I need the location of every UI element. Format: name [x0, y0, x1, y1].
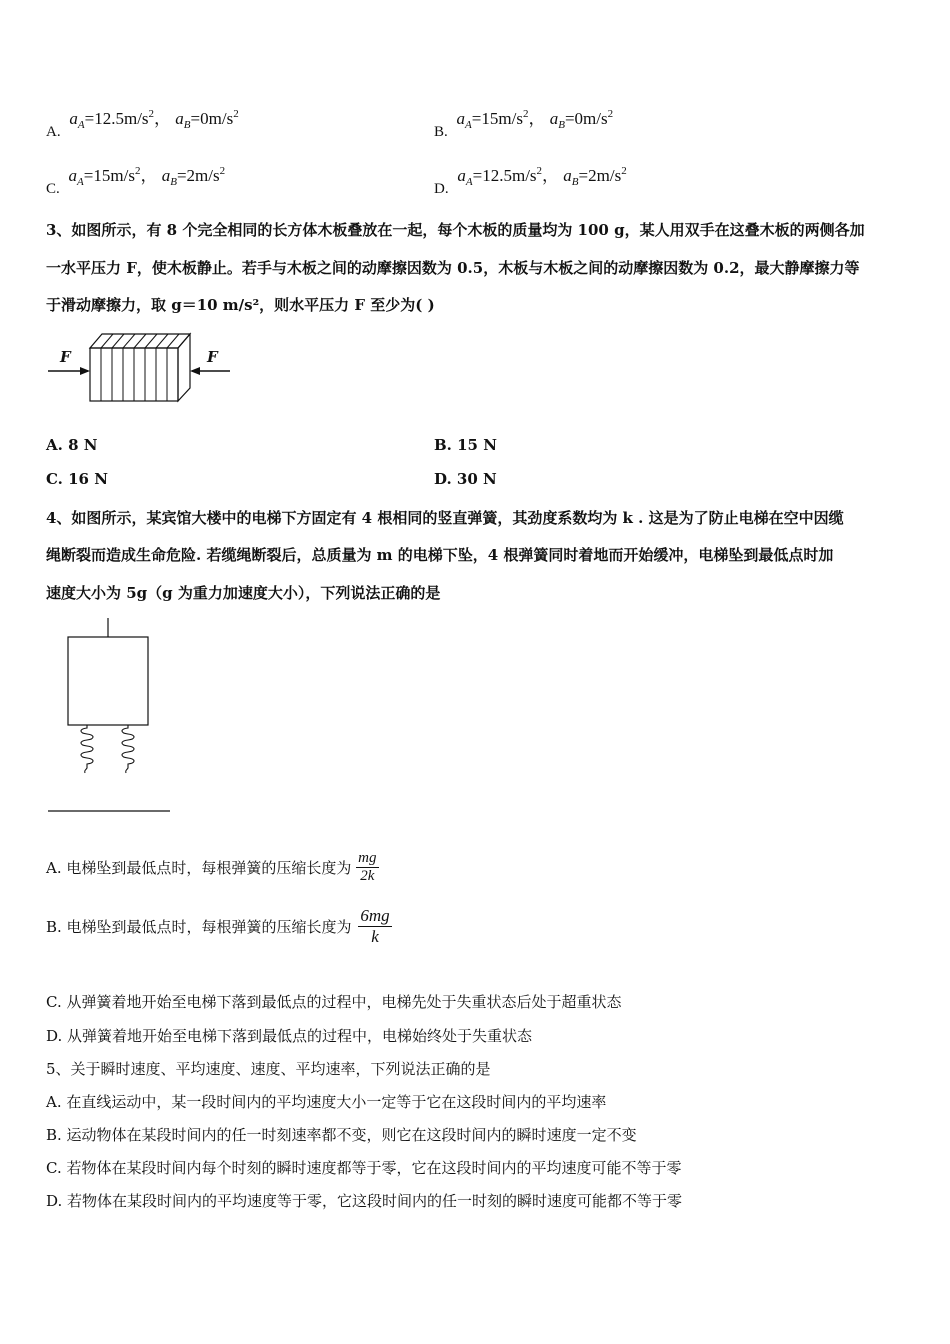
q2-option-d-formula: $a_A=12.5m/s^2$， $a_B=2m/s^2$ — [457, 165, 627, 188]
q3-option-b[interactable]: B. 15 N — [434, 436, 497, 454]
q4-stem-line1: 4、如图所示，某宾馆大楼中的电梯下方固定有 4 根相同的竖直弹簧，其劲度系数均为 k . 这是为了防止电梯在空中因缆 — [46, 509, 844, 527]
q3-stem-line1: 3、如图所示，有 8 个完全相同的长方体木板叠放在一起，每个木板的质量均为 100 g，某人用双手在这叠木板的两侧各加 — [46, 221, 865, 239]
q2-option-c-letter: C. — [46, 181, 60, 197]
q5-option-d[interactable]: D. 若物体在某段时间内的平均速度等于零，它这段时间内的任一时刻的瞬时速度可能都不等于零 — [46, 1192, 683, 1210]
q3-option-d[interactable]: D. 30 N — [434, 470, 497, 488]
q2-option-a-formula: $a_A=12.5m/s^2$， $a_B=0m/s^2$ — [69, 108, 239, 131]
q4-option-a[interactable] — [46, 850, 379, 885]
q4-figure-elevator — [44, 616, 184, 816]
q4-option-c[interactable]: C. 从弹簧着地开始至电梯下落到最低点的过程中，电梯先处于失重状态后处于超重状态 — [46, 993, 622, 1011]
q2-option-b-letter: B. — [434, 124, 448, 140]
q2-option-d[interactable] — [434, 161, 627, 197]
q3-option-a[interactable]: A. 8 N — [46, 436, 98, 454]
q2-option-b-formula: $a_A=15m/s^2$， $a_B=0m/s^2$ — [456, 108, 614, 131]
q3-figure-board-stack — [44, 328, 234, 408]
q2-option-c-formula: $a_A=15m/s^2$， $a_B=2m/s^2$ — [68, 165, 226, 188]
q4-stem-line2: 绳断裂而造成生命危险. 若缆绳断裂后，总质量为 m 的电梯下坠，4 根弹簧同时着地而开始缓冲，电梯坠到最低点时加 — [46, 546, 834, 564]
q4-option-a-text: A. 电梯坠到最低点时，每根弹簧的压缩长度为 — [46, 859, 352, 877]
q4-option-b-text: B. 电梯坠到最低点时，每根弹簧的压缩长度为 — [46, 918, 352, 936]
q2-option-c[interactable] — [46, 161, 226, 197]
q2-option-a-letter: A. — [46, 124, 61, 140]
q3-stem-line2: 一水平压力 F，使木板静止。若手与木板之间的动摩擦因数为 0.5，木板与木板之间的动摩擦因数为 0.2，最大静摩擦力等 — [46, 259, 860, 277]
q3-option-c[interactable]: C. 16 N — [46, 470, 108, 488]
q3-stem-line3: 于滑动摩擦力，取 g＝10 m/s²，则水平压力 F 至少为( ) — [46, 296, 435, 314]
q2-option-d-letter: D. — [434, 181, 449, 197]
q4-option-d[interactable]: D. 从弹簧着地开始至电梯下落到最低点的过程中，电梯始终处于失重状态 — [46, 1027, 533, 1045]
q5-option-a[interactable]: A. 在直线运动中，某一段时间内的平均速度大小一定等于它在这段时间内的平均速率 — [46, 1093, 607, 1111]
q5-option-b[interactable]: B. 运动物体在某段时间内的任一时刻速率都不变，则它在这段时间内的瞬时速度一定不变 — [46, 1126, 637, 1144]
q5-stem: 5、关于瞬时速度、平均速度、速度、平均速率，下列说法正确的是 — [46, 1060, 491, 1078]
q2-option-a[interactable] — [46, 104, 239, 140]
q3-figure-force-label-left: F — [60, 348, 71, 366]
q4-option-b[interactable] — [46, 906, 392, 947]
q2-option-b[interactable] — [434, 104, 614, 140]
q3-figure-force-label-right: F — [207, 348, 218, 366]
q5-option-c[interactable]: C. 若物体在某段时间内每个时刻的瞬时速度都等于零，它在这段时间内的平均速度可能不等于零 — [46, 1159, 682, 1177]
q4-option-a-fraction: $\frac{mg}{2k}$ — [358, 850, 377, 884]
q4-option-b-fraction: $\frac{6mg}{k}$ — [360, 906, 390, 946]
q4-stem-line3: 速度大小为 5g（g 为重力加速度大小），下列说法正确的是 — [46, 584, 441, 602]
